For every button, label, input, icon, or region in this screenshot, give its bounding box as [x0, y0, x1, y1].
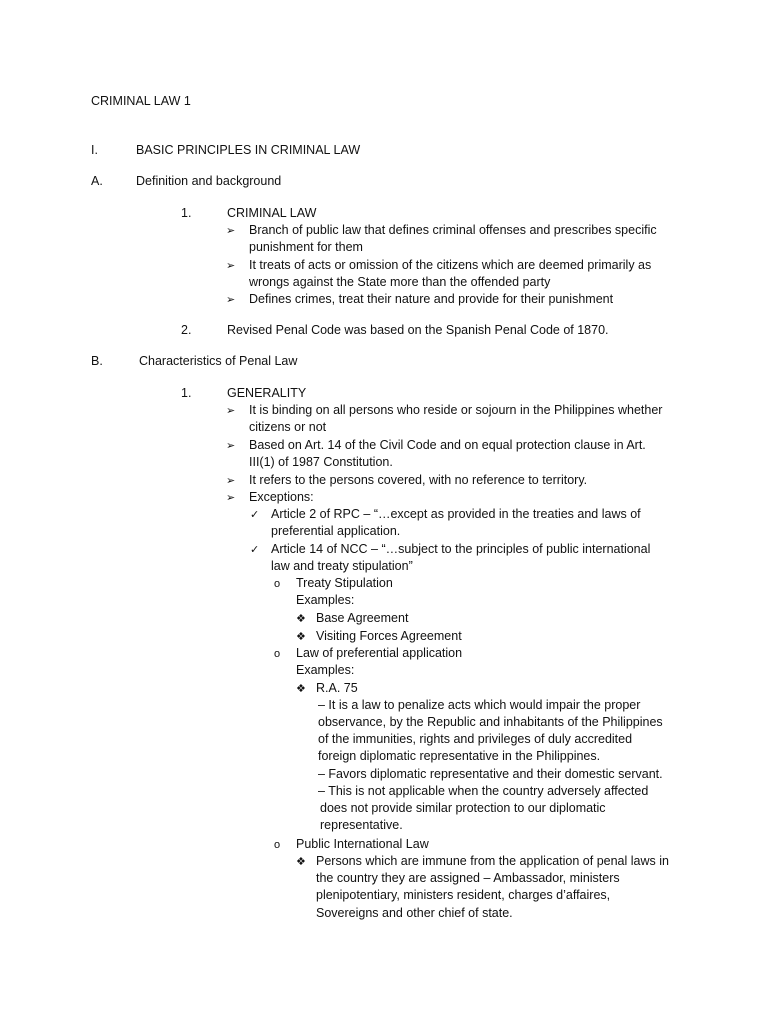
- immunity-line: Sovereigns and other chief of state.: [316, 906, 513, 920]
- bullet-line: It is binding on all persons who reside or sojourn in the Philippines whether: [249, 403, 663, 417]
- example-item: Visiting Forces Agreement: [316, 629, 462, 643]
- arrow-bullet-icon: ➢: [226, 491, 236, 504]
- check-line: preferential application.: [271, 524, 401, 538]
- document-title: CRIMINAL LAW 1: [91, 94, 191, 108]
- check-line: law and treaty stipulation”: [271, 559, 413, 573]
- examples-label: Examples:: [296, 593, 355, 607]
- ra75-line: of the immunities, rights and privileges of duly accredited: [318, 732, 633, 746]
- public-international-law-label: Public International Law: [296, 837, 429, 851]
- a-item2-marker: 2.: [181, 323, 192, 337]
- ra75-line: foreign diplomatic representative in the Philippines.: [318, 749, 601, 763]
- arrow-bullet-icon: ➢: [226, 259, 236, 272]
- a-item1-marker: 1.: [181, 206, 192, 220]
- bullet-line: III(1) of 1987 Constitution.: [249, 455, 393, 469]
- example-item: Base Agreement: [316, 611, 409, 625]
- a-item1-heading: CRIMINAL LAW: [227, 206, 317, 220]
- check-bullet-icon: ✓: [250, 543, 260, 556]
- arrow-bullet-icon: ➢: [226, 224, 236, 237]
- b-item1-heading: GENERALITY: [227, 386, 307, 400]
- treaty-stipulation-label: Treaty Stipulation: [296, 576, 393, 590]
- example-item: R.A. 75: [316, 681, 358, 695]
- ra75-line: – Favors diplomatic representative and their domestic servant.: [318, 767, 663, 781]
- bullet-line: It refers to the persons covered, with no reference to territory.: [249, 473, 588, 487]
- ra75-line: representative.: [320, 818, 403, 832]
- section-i-heading: BASIC PRINCIPLES IN CRIMINAL LAW: [136, 143, 361, 157]
- bullet-line: wrongs against the State more than the offended party: [249, 275, 551, 289]
- check-line: Article 14 of NCC – “…subject to the principles of public international: [271, 542, 651, 556]
- preferential-application-label: Law of preferential application: [296, 646, 463, 660]
- arrow-bullet-icon: ➢: [226, 293, 236, 306]
- bullet-line: It treats of acts or omission of the citizens which are deemed primarily as: [249, 258, 652, 272]
- bullet-line: Exceptions:: [249, 490, 314, 504]
- bullet-line: Branch of public law that defines criminal offenses and prescribes specific: [249, 223, 657, 237]
- bullet-line: Defines crimes, treat their nature and provide for their punishment: [249, 292, 614, 306]
- bullet-line: Based on Art. 14 of the Civil Code and on equal protection clause in Art.: [249, 438, 646, 452]
- examples-label: Examples:: [296, 663, 355, 677]
- section-a-marker: A.: [91, 174, 103, 188]
- arrow-bullet-icon: ➢: [226, 474, 236, 487]
- diamond-bullet-icon: ❖: [296, 855, 306, 868]
- diamond-bullet-icon: ❖: [296, 630, 306, 643]
- diamond-bullet-icon: ❖: [296, 682, 306, 695]
- ra75-line: does not provide similar protection to our diplomatic: [320, 801, 606, 815]
- check-line: Article 2 of RPC – “…except as provided in the treaties and laws of: [271, 507, 641, 521]
- section-a-heading: Definition and background: [136, 174, 282, 188]
- circle-bullet-icon: o: [274, 578, 281, 590]
- bullet-line: citizens or not: [249, 420, 327, 434]
- a-item2-text: Revised Penal Code was based on the Spanish Penal Code of 1870.: [227, 323, 609, 337]
- check-bullet-icon: ✓: [250, 508, 260, 521]
- b-item1-marker: 1.: [181, 386, 192, 400]
- immunity-line: the country they are assigned – Ambassador, ministers: [316, 871, 620, 885]
- ra75-line: – This is not applicable when the country adversely affected: [318, 784, 649, 798]
- immunity-line: Persons which are immune from the application of penal laws in: [316, 854, 669, 868]
- circle-bullet-icon: o: [274, 839, 281, 851]
- diamond-bullet-icon: ❖: [296, 612, 306, 625]
- circle-bullet-icon: o: [274, 648, 281, 660]
- arrow-bullet-icon: ➢: [226, 404, 236, 417]
- section-b-marker: B.: [91, 354, 103, 368]
- ra75-line: – It is a law to penalize acts which would impair the proper: [318, 698, 641, 712]
- section-i-marker: I.: [91, 143, 98, 157]
- section-b-heading: Characteristics of Penal Law: [139, 354, 298, 368]
- immunity-line: plenipotentiary, ministers resident, charges d’affaires,: [316, 888, 611, 902]
- ra75-line: observance, by the Republic and inhabitants of the Philippines: [318, 715, 663, 729]
- bullet-line: punishment for them: [249, 240, 363, 254]
- arrow-bullet-icon: ➢: [226, 439, 236, 452]
